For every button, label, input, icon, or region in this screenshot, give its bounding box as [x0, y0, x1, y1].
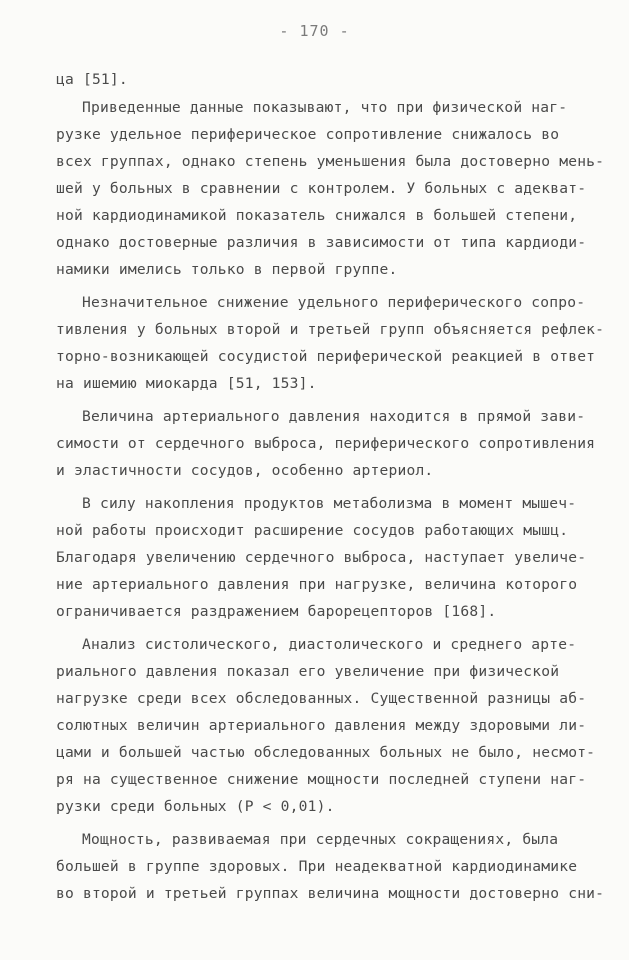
text-line: тивления у больных второй и третьей групп объясняется рефлек- [56, 321, 605, 338]
text-line: и эластичности сосудов, особенно артериол. [56, 462, 434, 479]
text-line: во второй и третьей группах величина мощности достоверно сни- [56, 885, 605, 902]
text-line: торно-возникающей сосудистой периферической реакцией в ответ [56, 348, 596, 365]
text-line: ной кардиодинамикой показатель снижался в большей степени, [56, 207, 578, 224]
text-line: рузке удельное периферическое сопротивление снижалось во [56, 126, 560, 143]
text-line: ние артериального давления при нагрузке, величина которого [56, 576, 578, 593]
text-line: намики имелись только в первой группе. [56, 261, 398, 278]
text-line: солютных величин артериального давления между здоровыми ли- [56, 717, 587, 734]
text-line: ря на существенное снижение мощности последней ступени наг- [56, 771, 587, 788]
text-line: ца [51]. [56, 71, 128, 88]
text-line: нагрузке среди всех обследованных. Существенной разницы аб- [56, 690, 587, 707]
text-line: риального давления показал его увеличение при физической [56, 663, 560, 680]
paragraph-first-line: Величина артериального давления находится в прямой зави- [82, 408, 586, 425]
text-line: большей в группе здоровых. При неадекватной кардиодинамике [56, 858, 578, 875]
text-line: однако достоверные различия в зависимости от типа кардиоди- [56, 234, 587, 251]
text-line: Благодаря увеличению сердечного выброса, наступает увеличе- [56, 549, 587, 566]
paragraph-first-line: Незначительное снижение удельного периферического сопро- [82, 294, 586, 311]
text-line: всех группах, однако степень уменьшения была достоверно мень- [56, 153, 605, 170]
page-number: - 170 - [279, 22, 350, 40]
paragraph-first-line: Приведенные данные показывают, что при физической наг- [82, 99, 568, 116]
text-line: на ишемию миокарда [51, 153]. [56, 375, 317, 392]
text-line: ограничивается раздражением барорецепторов [168]. [56, 603, 497, 620]
text-line: рузки среди больных (Р < 0,01). [56, 798, 335, 815]
paragraph-first-line: Анализ систолического, диастолического и среднего арте- [82, 636, 577, 653]
paragraph-first-line: Мощность, развиваемая при сердечных сокращениях, была [82, 831, 559, 848]
text-line: шей у больных в сравнении с контролем. У больных с адекват- [56, 180, 587, 197]
paragraph-first-line: В силу накопления продуктов метаболизма в момент мышеч- [82, 495, 577, 512]
text-line: симости от сердечного выброса, периферического сопротивления [56, 435, 596, 452]
text-line: ной работы происходит расширение сосудов работающих мышц. [56, 522, 569, 539]
text-line: цами и большей частью обследованных больных не было, несмот- [56, 744, 596, 761]
